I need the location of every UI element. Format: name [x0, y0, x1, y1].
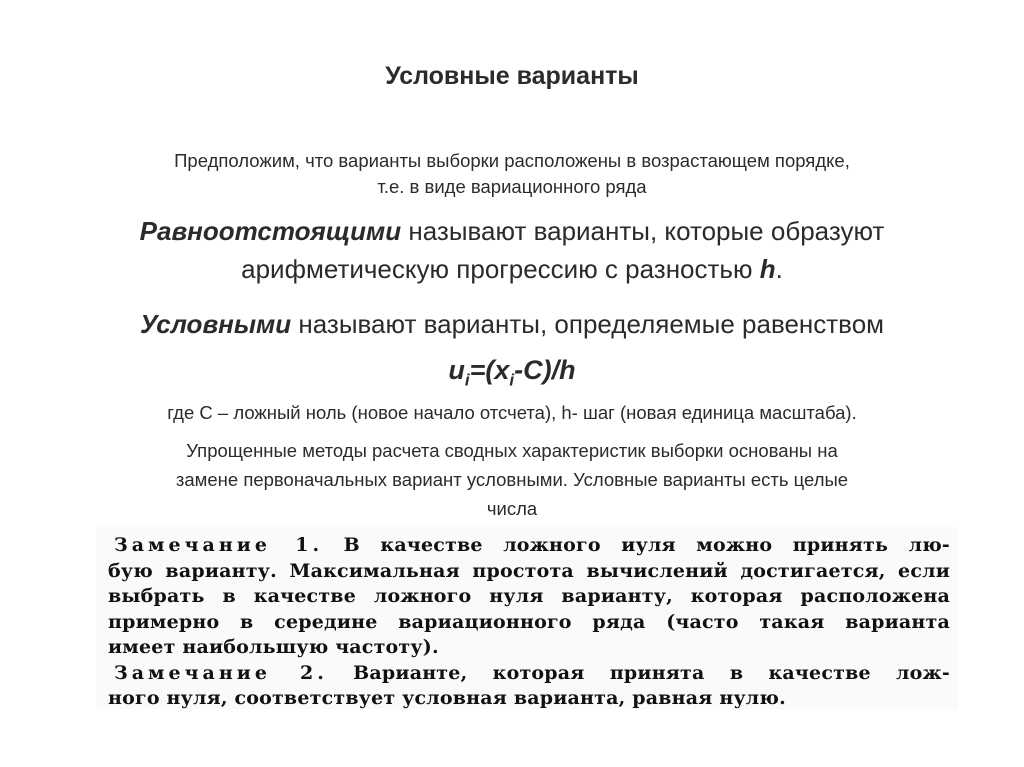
- note1-line-3: выбрать в качестве ложного нуля варианту, которая расположена: [108, 585, 950, 607]
- slide-title: Условные варианты: [385, 62, 639, 90]
- note2-line-2: ного нуля, соответствует условная варианта, равная нулю.: [108, 687, 786, 709]
- simplified-line-3: числа: [486, 498, 538, 519]
- equidistant-period: .: [775, 254, 783, 284]
- formula-sub-i-2: i: [509, 370, 515, 390]
- formula: [0, 350, 1024, 400]
- formula-sub-i-1: i: [464, 370, 470, 390]
- equidistant-text-2: арифметическую прогрессию с разностью: [241, 254, 753, 284]
- note1-label: Замечание 1.: [114, 534, 324, 556]
- note1-line-2: бую варианту. Максимальная простота вычислений достигается, если: [108, 559, 950, 582]
- note2-line-1: [108, 661, 950, 687]
- intro-line-1: Предположим, что варианты выборки расположены в возрастающем порядке,: [174, 150, 850, 171]
- simplified-line-2: замене первоначальных вариант условными. Условные варианты есть целые: [175, 469, 849, 490]
- note2-line-1-text: Варианте, которая принята в качестве лож-: [353, 661, 950, 684]
- simplified-methods-paragraph: [70, 436, 954, 523]
- equidistant-term: Равноотстоящими: [139, 216, 402, 246]
- conditional-term: Условными: [139, 309, 292, 339]
- note1-line-4: примерно в середине вариационного ряда (часто такая варианта: [108, 610, 950, 633]
- note1-line-1-text: В качестве ложного иуля можно принять лю-: [343, 534, 950, 556]
- formula-u: u: [448, 355, 465, 385]
- step-symbol-h: h: [759, 254, 776, 284]
- where-explanation: где C – ложный ноль (новое начало отсчета), h- шаг (новая единица масштаба).: [167, 402, 857, 423]
- intro-paragraph: [60, 148, 964, 200]
- equidistant-line-2: [50, 250, 974, 288]
- conditional-text: называют варианты, определяемые равенством: [298, 309, 885, 339]
- equidistant-line-1: [50, 212, 974, 250]
- note1-line-1: [108, 533, 950, 559]
- formula-tail: -C)/h: [514, 355, 576, 385]
- equidistant-definition: [50, 212, 974, 288]
- conditional-definition: [50, 306, 974, 342]
- equidistant-text-1: называют варианты, которые образуют: [408, 216, 885, 246]
- note2-label: Замечание 2.: [114, 661, 328, 684]
- note1-line-5: имеет наибольшую частоту).: [108, 636, 439, 658]
- formula-mid: =(x: [469, 355, 510, 385]
- intro-line-2: т.е. в виде вариационного ряда: [377, 176, 647, 197]
- simplified-line-1: Упрощенные методы расчета сводных характеристик выборки основаны на: [186, 440, 838, 461]
- scanned-book-excerpt: [96, 527, 958, 709]
